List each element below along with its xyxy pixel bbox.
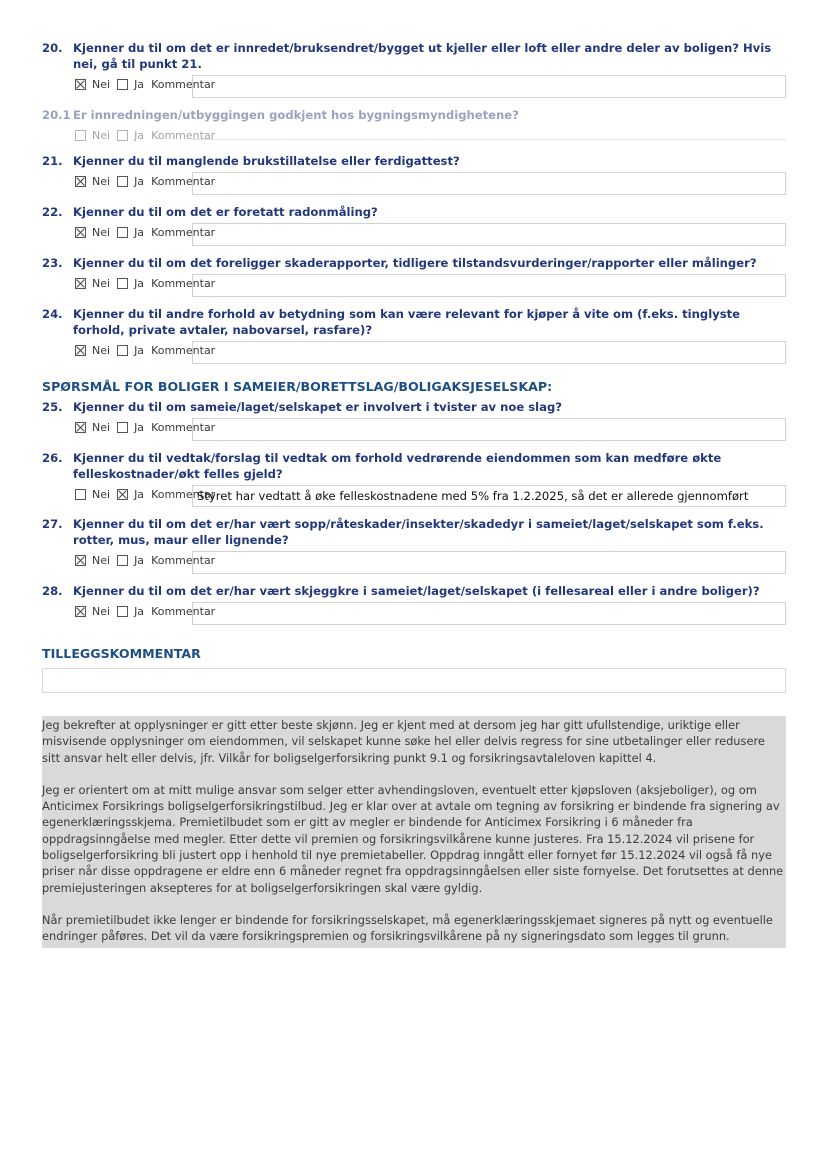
comment-label: Kommentar [151, 128, 216, 142]
yes-checkbox[interactable] [117, 422, 128, 433]
yes-label: Ja [134, 174, 145, 188]
comment-label: Kommentar [151, 225, 216, 239]
no-checkbox[interactable] [75, 606, 86, 617]
answer-options [42, 602, 216, 620]
no-label: Nei [92, 174, 111, 188]
question-text: Kjenner du til om sameie/laget/selskapet er involvert i tvister av noe slag? [73, 400, 562, 414]
no-checkbox[interactable] [75, 489, 86, 500]
answer-row [42, 274, 786, 297]
no-label: Nei [92, 420, 111, 434]
comment-field[interactable] [192, 341, 786, 364]
question-number: 27. [42, 517, 63, 531]
answer-row [42, 418, 786, 441]
additional-comment-field[interactable] [42, 668, 786, 693]
yes-checkbox[interactable] [117, 227, 128, 238]
comment-field[interactable] [192, 223, 786, 246]
answer-row [42, 551, 786, 574]
answer-options [42, 485, 216, 503]
no-label: Nei [92, 487, 111, 501]
question-number: 20. [42, 41, 63, 55]
form-page [42, 40, 786, 948]
answer-row [42, 341, 786, 364]
no-label: Nei [92, 553, 111, 567]
question-number: 28. [42, 584, 63, 598]
question-23 [42, 255, 786, 297]
answer-row [42, 223, 786, 246]
declaration-text [42, 716, 786, 948]
question-number: 23. [42, 256, 63, 270]
question-number: 26. [42, 451, 63, 465]
answer-row [42, 126, 786, 144]
answer-row [42, 75, 786, 98]
comment-label: Kommentar [151, 553, 216, 567]
yes-checkbox[interactable] [117, 278, 128, 289]
comment-field[interactable] [192, 274, 786, 297]
question-27 [42, 516, 786, 574]
yes-label: Ja [134, 225, 145, 239]
question-21 [42, 153, 786, 195]
yes-checkbox[interactable] [117, 79, 128, 90]
comment-label: Kommentar [151, 174, 216, 188]
question-text: Kjenner du til om det er/har vært sopp/råteskader/insekter/skadedyr i sameiet/laget/selskapet som f.eks. rotter, mus, maur eller lignende? [73, 517, 764, 547]
yes-label: Ja [134, 487, 145, 501]
answer-row [42, 172, 786, 195]
no-checkbox[interactable] [75, 555, 86, 566]
yes-checkbox[interactable] [117, 176, 128, 187]
declaration-paragraph: Jeg bekrefter at opplysninger er gitt etter beste skjønn. Jeg er kjent med at dersom jeg har gitt ufullstendige, uriktige eller misvisende opplysninger om eiendommen, vil selskapet kunne søke hel eller delvis regress for sine utbetalinger eller redusere sitt ansvar helt eller delvis, jfr. Vilkår for boligselgerforsikring punkt 9.1 og forsikringsavtaleloven kapittel 4. [42, 718, 765, 765]
no-checkbox[interactable] [75, 422, 86, 433]
question-heading [42, 583, 786, 599]
question-24 [42, 306, 786, 364]
comment-label: Kommentar [151, 343, 216, 357]
yes-checkbox[interactable] [117, 489, 128, 500]
question-25 [42, 399, 786, 441]
yes-checkbox[interactable] [117, 345, 128, 356]
question-22 [42, 204, 786, 246]
yes-label: Ja [134, 77, 145, 91]
answer-options [42, 75, 216, 93]
comment-label: Kommentar [151, 276, 216, 290]
question-heading [42, 255, 786, 271]
answer-options [42, 341, 216, 359]
question-26 [42, 450, 786, 507]
question-heading [42, 516, 786, 548]
no-label: Nei [92, 77, 111, 91]
comment-field[interactable] [192, 602, 786, 625]
questions-group-general [42, 40, 786, 364]
answer-options [42, 551, 216, 569]
questions-group-shared-housing [42, 399, 786, 625]
answer-row [42, 602, 786, 625]
question-number: 25. [42, 400, 63, 414]
comment-label: Kommentar [151, 77, 216, 91]
question-heading [42, 399, 786, 415]
question-text: Kjenner du til om det foreligger skaderapporter, tidligere tilstandsvurderinger/rapporter eller målinger? [73, 256, 757, 270]
comment-field[interactable]: Styret har vedtatt å øke felleskostnadene med 5% fra 1.2.2025, så det er allerede gjennomført [192, 485, 786, 507]
yes-label: Ja [134, 604, 145, 618]
yes-label: Ja [134, 420, 145, 434]
additional-comment-title: TILLEGGSKOMMENTAR [42, 646, 201, 661]
question-number: 20.1 [42, 108, 71, 122]
question-text: Kjenner du til vedtak/forslag til vedtak om forhold vedrørende eiendommen som kan medføre økte felleskostnader/økt felles gjeld? [73, 451, 722, 481]
comment-field[interactable] [192, 551, 786, 574]
question-text: Er innredningen/utbyggingen godkjent hos bygningsmyndighetene? [73, 108, 519, 122]
yes-checkbox [117, 130, 128, 141]
no-checkbox[interactable] [75, 79, 86, 90]
question-text: Kjenner du til om det er foretatt radonmåling? [73, 205, 378, 219]
no-checkbox[interactable] [75, 345, 86, 356]
yes-label: Ja [134, 343, 145, 357]
no-label: Nei [92, 225, 111, 239]
question-heading [42, 204, 786, 220]
no-checkbox[interactable] [75, 227, 86, 238]
answer-options [42, 172, 216, 190]
comment-field[interactable] [192, 75, 786, 98]
answer-options [42, 274, 216, 292]
question-20-1 [42, 107, 786, 144]
section-title-shared-housing: SPØRSMÅL FOR BOLIGER I SAMEIER/BORETTSLAG/BOLIGAKSJESELSKAP: [42, 379, 553, 394]
yes-label: Ja [134, 128, 145, 142]
question-28 [42, 583, 786, 625]
yes-label: Ja [134, 276, 145, 290]
question-text: Kjenner du til manglende brukstillatelse eller ferdigattest? [73, 154, 460, 168]
question-number: 24. [42, 307, 63, 321]
question-heading [42, 107, 786, 123]
comment-label: Kommentar [151, 487, 216, 501]
question-heading [42, 153, 786, 169]
comment-label: Kommentar [151, 420, 216, 434]
question-text: Kjenner du til om det er/har vært skjeggkre i sameiet/laget/selskapet (i fellesareal eller i andre boliger)? [73, 584, 760, 598]
no-checkbox [75, 130, 86, 141]
question-number: 22. [42, 205, 63, 219]
question-number: 21. [42, 154, 63, 168]
yes-checkbox[interactable] [117, 606, 128, 617]
declaration-paragraph: Jeg er orientert om at mitt mulige ansvar som selger etter avhendingsloven, eventuelt etter kjøpsloven (aksjeboliger), og om Anticimex Forsikrings boligselgerforsikringstilbud. Jeg er klar over at avtale om tegning av forsikring er bindende fra signering av egenerklæringsskjema. Premietilbudet som er gitt av megler er bindende for Anticimex Forsikring i 6 måneder fra oppdragsinngåelse med megler. Etter dette vil premien og forsikringsvilkårene kunne justeres. Fra 15.12.2024 vil prisene for boligselgerforsikring bli justert opp i henhold til nye premietabeller. Oppdrag inngått eller fornyet før 15.12.2024 vil også få nye priser når disse oppdragene er eldre enn 6 måneder regnet fra oppdragsinngåelsen eller siste fornyelse. Det forutsettes at denne premiejusteringen aksepteres for at boligselgerforsikringen skal være gyldig. [42, 782, 784, 895]
answer-options [42, 126, 216, 144]
no-checkbox[interactable] [75, 278, 86, 289]
question-text: Kjenner du til om det er innredet/bruksendret/bygget ut kjeller eller loft eller andre deler av boligen? Hvis nei, gå til punkt 21. [73, 41, 772, 71]
question-heading [42, 306, 786, 338]
no-checkbox[interactable] [75, 176, 86, 187]
comment-field [192, 126, 786, 140]
no-label: Nei [92, 276, 111, 290]
comment-label: Kommentar [151, 604, 216, 618]
question-heading [42, 450, 786, 482]
comment-field[interactable] [192, 418, 786, 441]
no-label: Nei [92, 128, 111, 142]
no-label: Nei [92, 343, 111, 357]
no-label: Nei [92, 604, 111, 618]
question-text: Kjenner du til andre forhold av betydning som kan være relevant for kjøper å vite om (f.eks. tinglyste forhold, private avtaler, nabovarsel, rasfare)? [73, 307, 741, 337]
question-20 [42, 40, 786, 98]
answer-options [42, 418, 216, 436]
answer-options [42, 223, 216, 241]
answer-row [42, 485, 786, 507]
comment-field[interactable] [192, 172, 786, 195]
declaration-paragraph: Når premietilbudet ikke lenger er bindende for forsikringsselskapet, må egenerklæringsskjemaet signeres på nytt og eventuelle endringer påføres. Det vil da være forsikringspremien og forsikringsvilkårene på ny signeringsdato som legges til grunn. [42, 912, 773, 944]
yes-checkbox[interactable] [117, 555, 128, 566]
question-heading [42, 40, 786, 72]
yes-label: Ja [134, 553, 145, 567]
